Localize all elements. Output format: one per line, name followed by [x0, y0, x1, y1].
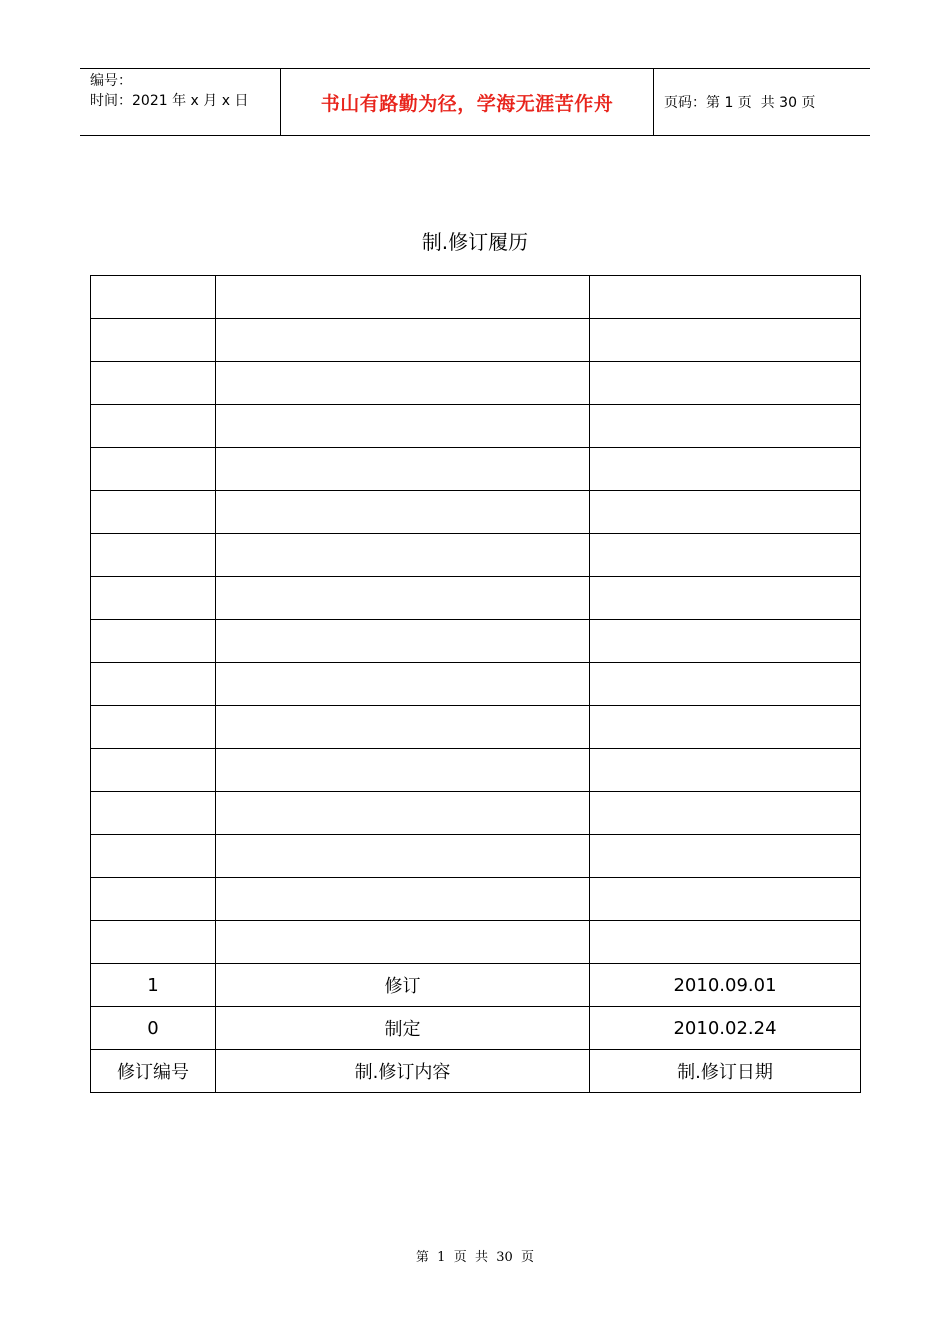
- revision-number-cell: [91, 534, 216, 577]
- revision-date-cell: [590, 448, 861, 491]
- revision-content-cell: [216, 835, 590, 878]
- revision-date-cell: [590, 792, 861, 835]
- revision-row: [91, 964, 861, 1007]
- revision-content-cell: [216, 577, 590, 620]
- revision-number-cell: 1: [91, 964, 216, 1007]
- revision-content-cell: [216, 878, 590, 921]
- revision-date-cell: [590, 835, 861, 878]
- revision-content-cell: [216, 491, 590, 534]
- revision-date-cell: [590, 362, 861, 405]
- revision-date-cell: [590, 663, 861, 706]
- revision-number-cell: [91, 448, 216, 491]
- revision-content-cell: [216, 706, 590, 749]
- revision-row: [91, 706, 861, 749]
- document-number-label: 编号：: [90, 73, 132, 89]
- revision-date-cell: [590, 405, 861, 448]
- revision-number-cell: [91, 749, 216, 792]
- revision-content-cell: 制.修订内容: [216, 1050, 590, 1093]
- revision-number-cell: [91, 706, 216, 749]
- revision-date-cell: 2010.02.24: [590, 1007, 861, 1050]
- revision-number-cell: [91, 921, 216, 964]
- revision-row: [91, 620, 861, 663]
- page-footer: 第 1 页 共 30 页: [415, 1250, 535, 1265]
- document-time-label: 时间：2021 年 x 月 x 日: [90, 93, 249, 109]
- revision-row: [91, 835, 861, 878]
- revision-row: [91, 577, 861, 620]
- revision-date-cell: 制.修订日期: [590, 1050, 861, 1093]
- document-title: 制.修订履历: [421, 230, 529, 254]
- revision-number-cell: [91, 620, 216, 663]
- revision-content-cell: 修订: [216, 964, 590, 1007]
- revision-row: [91, 749, 861, 792]
- revision-content-cell: [216, 405, 590, 448]
- revision-number-cell: [91, 491, 216, 534]
- revision-number-cell: [91, 319, 216, 362]
- revision-content-cell: [216, 448, 590, 491]
- revision-row: [91, 921, 861, 964]
- revision-number-cell: [91, 835, 216, 878]
- revision-date-cell: [590, 491, 861, 534]
- revision-date-cell: [590, 706, 861, 749]
- revision-content-cell: [216, 921, 590, 964]
- revision-date-cell: 2010.09.01: [590, 964, 861, 1007]
- revision-row: [91, 448, 861, 491]
- revision-content-cell: [216, 534, 590, 577]
- header-meta: [80, 69, 281, 135]
- revision-number-cell: [91, 577, 216, 620]
- revision-content-cell: [216, 749, 590, 792]
- revision-date-cell: [590, 620, 861, 663]
- revision-number-cell: [91, 362, 216, 405]
- revision-content-cell: [216, 362, 590, 405]
- revision-content-cell: [216, 620, 590, 663]
- page-header: [80, 68, 870, 136]
- revision-number-cell: 0: [91, 1007, 216, 1050]
- header-motto: 书山有路勤为径，学海无涯苦作舟: [320, 92, 614, 115]
- revision-number-cell: [91, 792, 216, 835]
- revision-row: [91, 319, 861, 362]
- revision-row: [91, 405, 861, 448]
- revision-content-cell: 制定: [216, 1007, 590, 1050]
- revision-date-cell: [590, 577, 861, 620]
- revision-row: [91, 663, 861, 706]
- revision-row: [91, 362, 861, 405]
- revision-row: [91, 534, 861, 577]
- revision-content-cell: [216, 276, 590, 319]
- revision-number-cell: 修订编号: [91, 1050, 216, 1093]
- revision-number-cell: [91, 405, 216, 448]
- header-page-info: 页码：第 1 页 共 30 页: [664, 95, 816, 111]
- revision-number-cell: [91, 878, 216, 921]
- revision-date-cell: [590, 749, 861, 792]
- revision-number-cell: [91, 663, 216, 706]
- revision-row: [91, 276, 861, 319]
- revision-row: [91, 878, 861, 921]
- revision-header-row: [91, 1050, 861, 1093]
- revision-history-table: [90, 275, 861, 1093]
- revision-row: [91, 491, 861, 534]
- revision-date-cell: [590, 534, 861, 577]
- revision-date-cell: [590, 921, 861, 964]
- revision-number-cell: [91, 276, 216, 319]
- revision-table-body: [91, 276, 861, 1093]
- revision-date-cell: [590, 878, 861, 921]
- revision-content-cell: [216, 319, 590, 362]
- revision-row: [91, 1007, 861, 1050]
- revision-date-cell: [590, 319, 861, 362]
- revision-date-cell: [590, 276, 861, 319]
- revision-row: [91, 792, 861, 835]
- header-motto-cell: [281, 69, 654, 135]
- revision-content-cell: [216, 663, 590, 706]
- revision-content-cell: [216, 792, 590, 835]
